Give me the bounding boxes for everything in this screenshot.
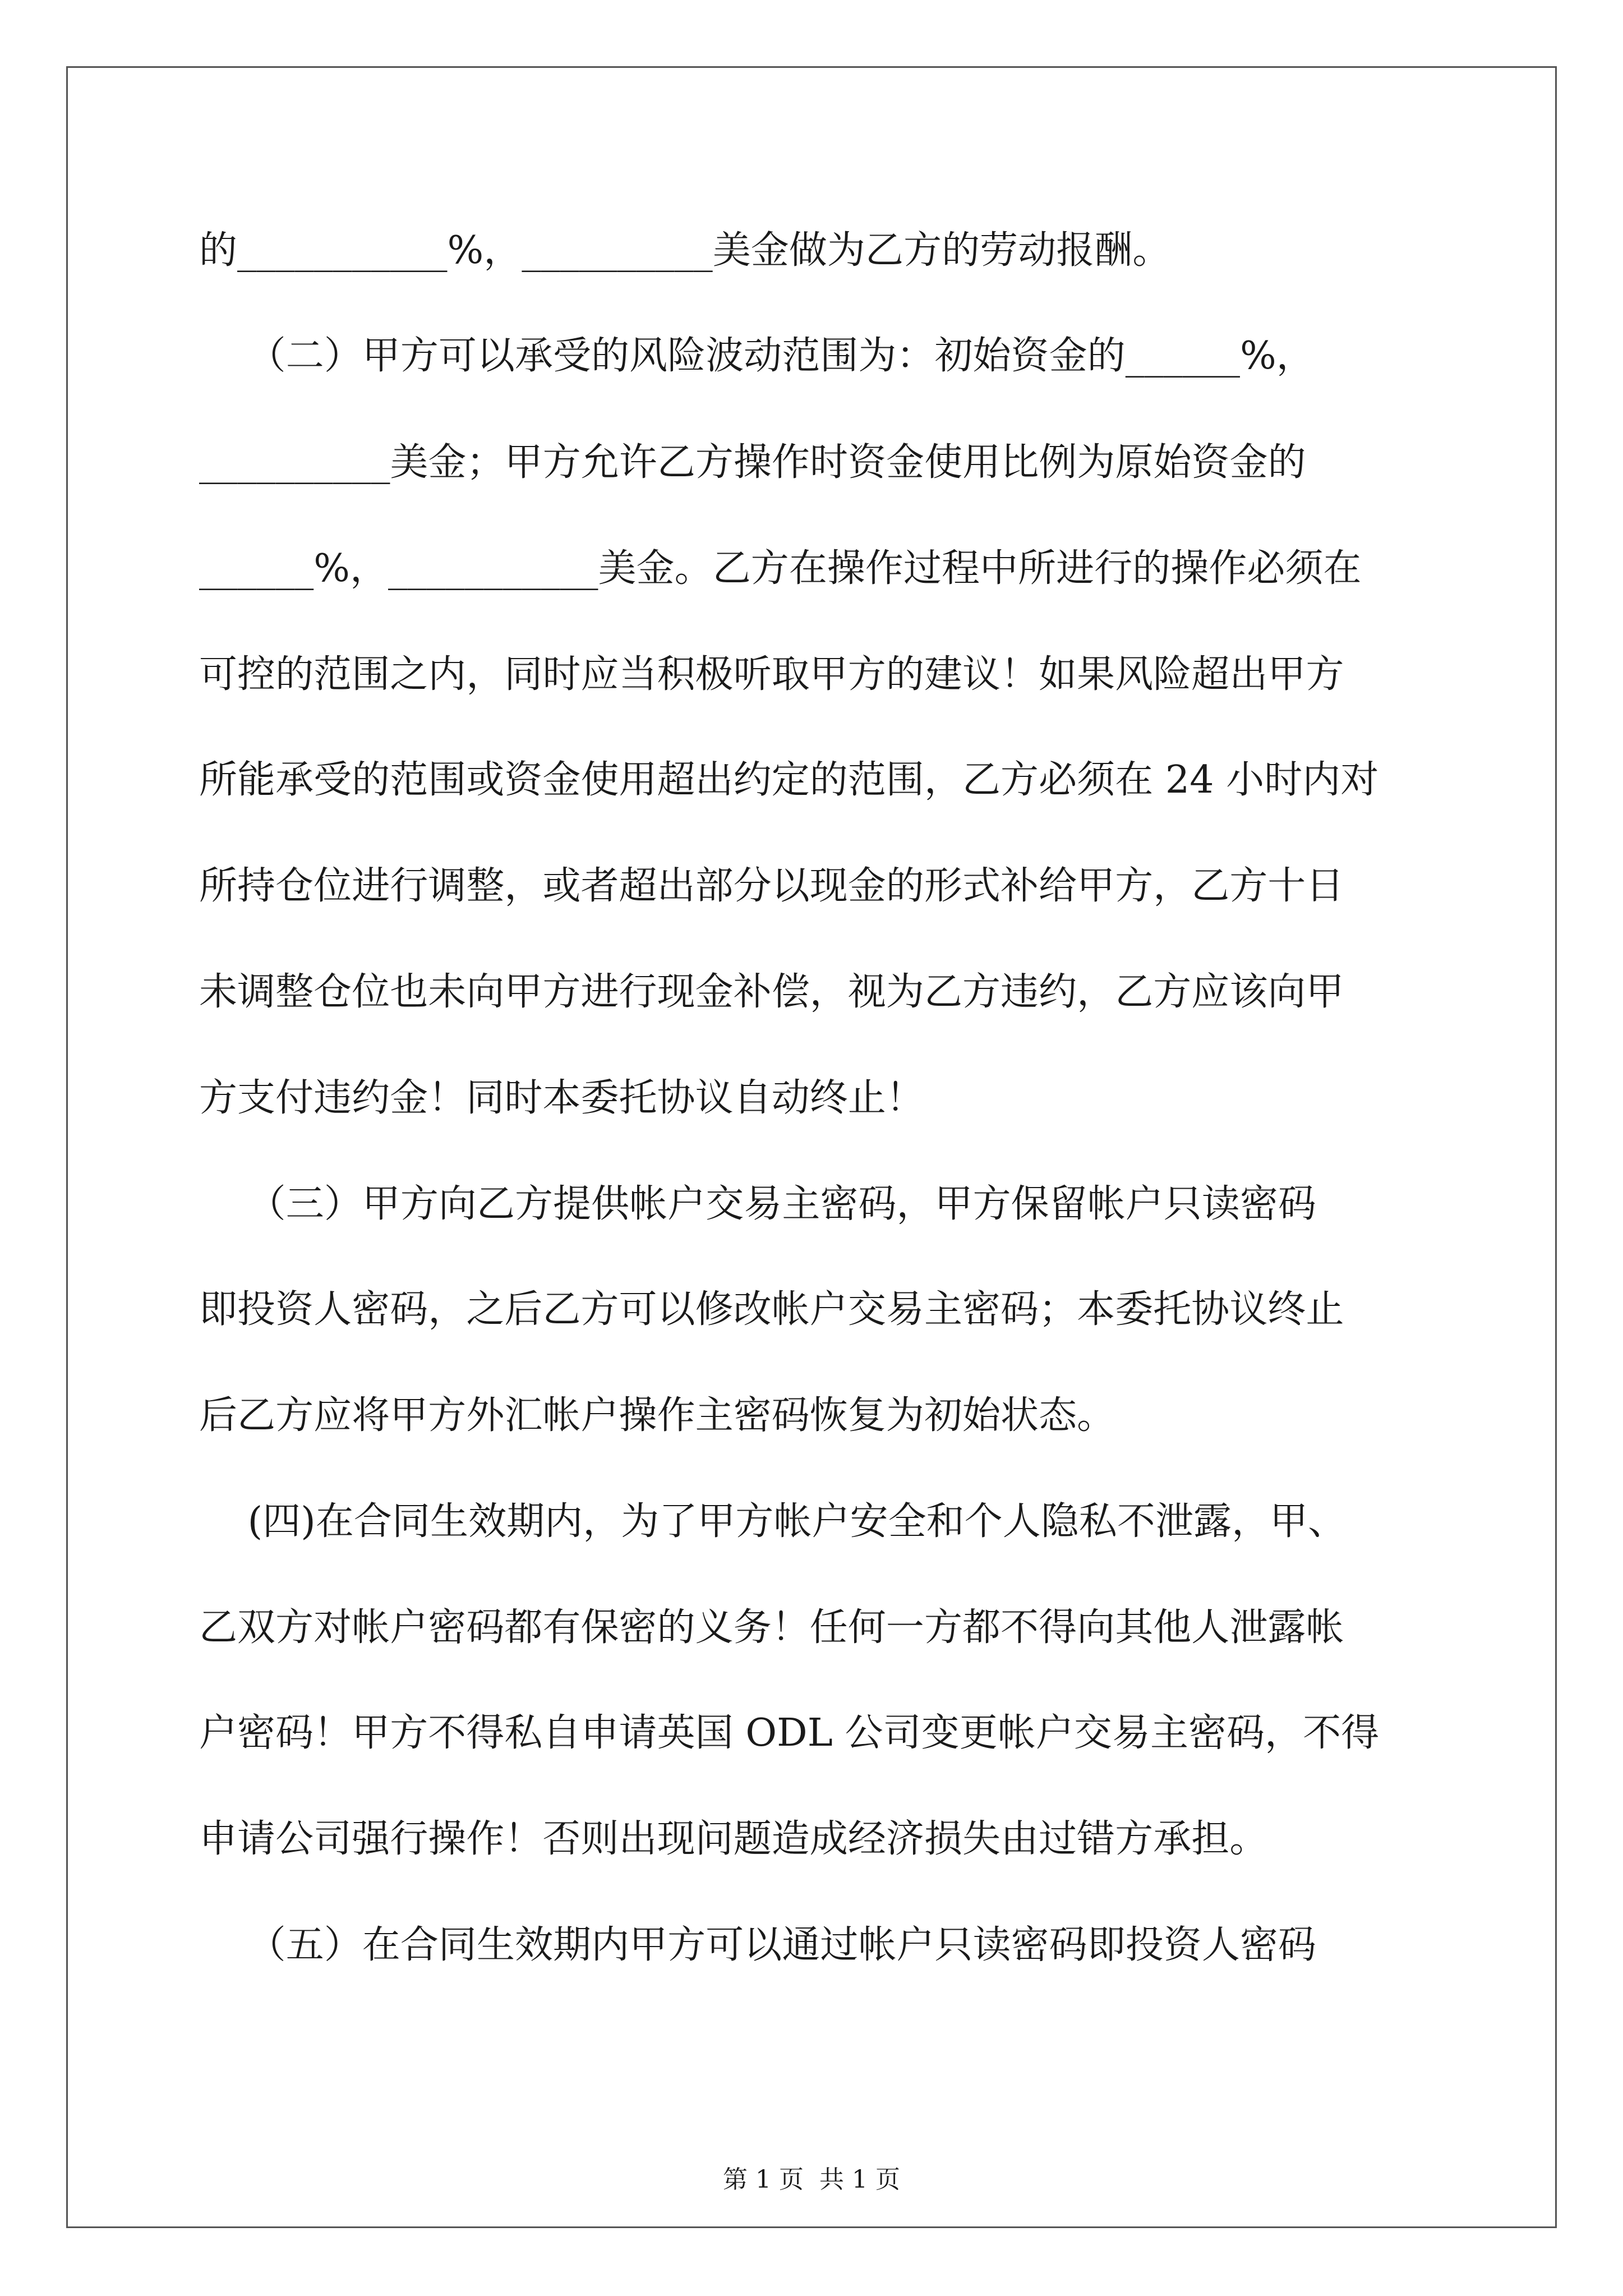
paragraph-line: ______%，___________美金。乙方在操作过程中所进行的操作必须在 — [199, 546, 1362, 591]
page-border — [66, 66, 1557, 2228]
paragraph-line: __________美金；甲方允许乙方操作时资金使用比例为原始资金的 — [199, 440, 1306, 485]
paragraph-line: （三）甲方向乙方提供帐户交易主密码，甲方保留帐户只读密码 — [199, 1182, 1317, 1226]
paragraph-line: 申请公司强行操作！否则出现问题造成经济损失由过错方承担。 — [199, 1817, 1268, 1861]
paragraph-line: 的___________%，__________美金做为乙方的劳动报酬。 — [199, 228, 1171, 273]
paragraph-line: 可控的范围之内，同时应当积极听取甲方的建议！如果风险超出甲方 — [199, 652, 1344, 697]
paragraph-line: 乙双方对帐户密码都有保密的义务！任何一方都不得向其他人泄露帐 — [199, 1605, 1344, 1650]
paragraph-line: （二）甲方可以承受的风险波动范围为：初始资金的______%， — [199, 334, 1315, 378]
page-footer: 第 1 页 共 1 页 — [723, 2165, 900, 2194]
paragraph-line: 方支付违约金！同时本委托协议自动终止！ — [199, 1076, 924, 1120]
paragraph-line: （五）在合同生效期内甲方可以通过帐户只读密码即投资人密码 — [199, 1923, 1317, 1967]
paragraph-line: 所持仓位进行调整，或者超出部分以现金的形式补给甲方，乙方十日 — [199, 864, 1344, 908]
paragraph-line: 户密码！甲方不得私自申请英国 ODL 公司变更帐户交易主密码，不得 — [199, 1711, 1380, 1755]
paragraph-line: (四)在合同生效期内，为了甲方帐户安全和个人隐私不泄露，甲、 — [199, 1499, 1347, 1544]
paragraph-line: 即投资人密码，之后乙方可以修改帐户交易主密码；本委托协议终止 — [199, 1287, 1344, 1332]
paragraph-line: 后乙方应将甲方外汇帐户操作主密码恢复为初始状态。 — [199, 1393, 1115, 1438]
paragraph-line: 所能承受的范围或资金使用超出约定的范围，乙方必须在 24 小时内对 — [199, 758, 1379, 802]
paragraph-line: 未调整仓位也未向甲方进行现金补偿，视为乙方违约，乙方应该向甲 — [199, 970, 1344, 1014]
